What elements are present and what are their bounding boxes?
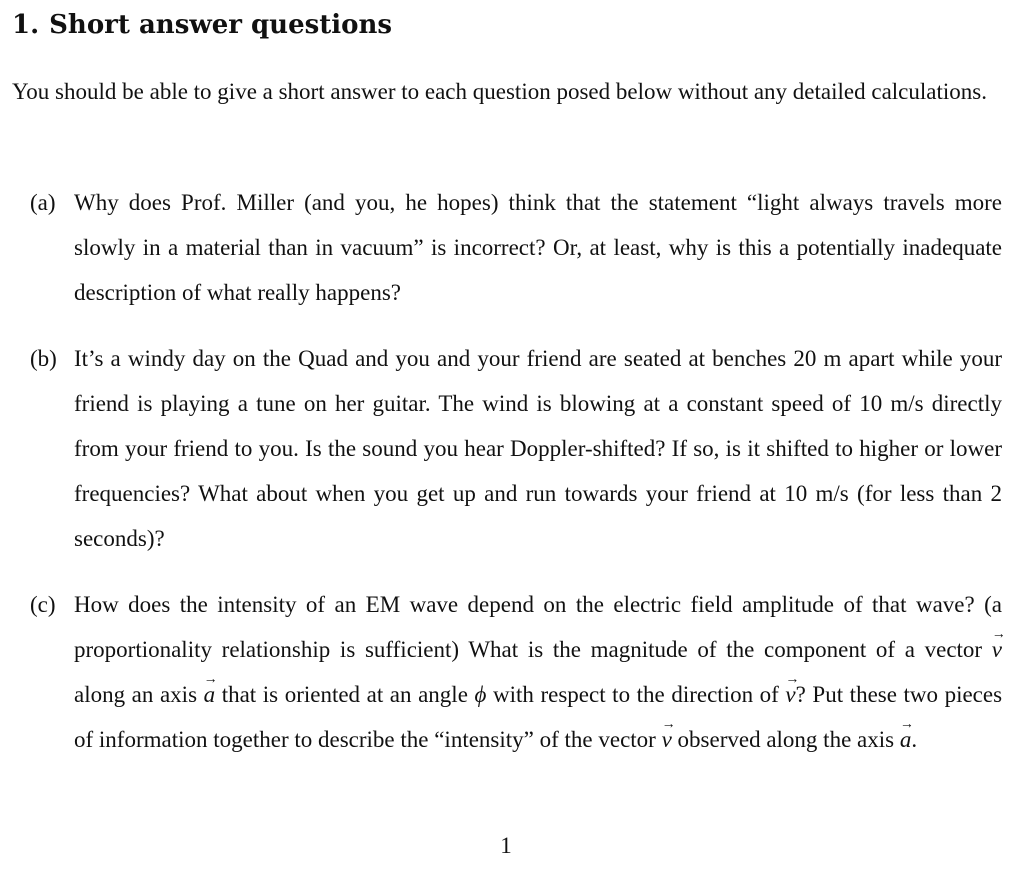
question-text: It’s a windy day on the Quad and you and your friend are seated at benches 20 m apart while your friend is playing a tune on her guitar. The wind is blowing at a constant speed of 10 m/s directly from your friend to you. Is the sound you hear Doppler-shifted? If so, is it shifted to higher or lower frequencies? What about when you get up and run towards your friend at 10 m/s (for less than 2 seconds)? <box>74 346 1002 551</box>
question-label: (c) <box>30 592 56 617</box>
question-text-part: with respect to the direction of <box>493 682 779 707</box>
question-text-part: How does the intensity of an EM wave depend on the electric field amplitude of that wave? (a proportionality relationship is sufficient) What is the magnitude of the component of a vector <box>74 592 1002 662</box>
question-text-end: . <box>911 727 918 752</box>
vector-v: → v <box>992 627 1002 672</box>
question-text <box>74 582 1002 762</box>
question-text-part: that is oriented at an angle <box>221 682 468 707</box>
question-label: (b) <box>30 346 57 371</box>
vector-a: → a <box>204 672 216 717</box>
intro-paragraph: You should be able to give a short answer to each question posed below without any detailed calculations. <box>12 79 987 104</box>
question-text: Why does Prof. Miller (and you, he hopes) think that the statement “light always travels more slowly in a material than in vacuum” is incorrect? Or, at least, why is this a potentially inadequate description of what really happens? <box>74 190 1002 305</box>
question-c <box>30 582 1002 762</box>
question-text-part: along an axis <box>74 682 198 707</box>
question-text-part: observed along the axis <box>677 727 895 752</box>
angle-phi: ϕ <box>474 682 487 707</box>
section-number: 1. <box>12 10 40 40</box>
page-number: 1 <box>500 833 512 858</box>
question-b <box>30 336 1002 561</box>
question-a <box>30 180 1002 315</box>
question-text-part: ? Put these two pieces of information together to describe the “intensity” of the vector <box>74 682 1003 752</box>
vector-v: → v <box>785 672 795 717</box>
section-heading <box>12 8 392 42</box>
vector-a: → a <box>900 717 912 762</box>
question-label: (a) <box>30 190 56 215</box>
section-title: Short answer questions <box>49 10 393 40</box>
vector-v: → v <box>662 717 672 762</box>
